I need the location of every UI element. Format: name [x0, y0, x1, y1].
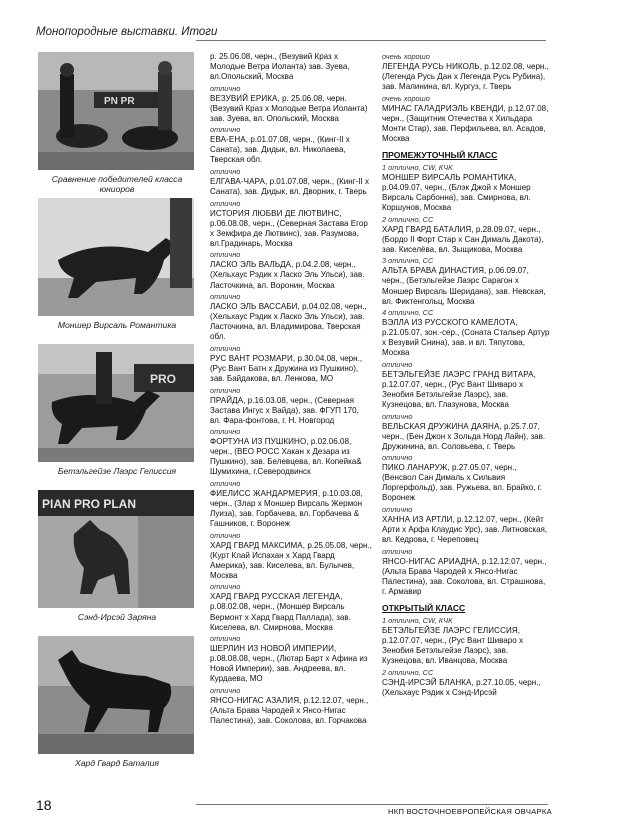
- result-entry: [210, 582, 372, 632]
- result-entry: [210, 427, 372, 477]
- dog-name: ХАРД ГВАРД РУССКАЯ ЛЕГЕНДА,: [210, 592, 343, 602]
- dog-name: ВЕЗУВИЙ ЕРИКА,: [210, 93, 280, 103]
- entry-grade: отлично: [210, 83, 241, 93]
- entry-line: [210, 209, 372, 249]
- dog-details: р.06.08.08, черн., (Северная Застава Егор х Земфира де Лютвинс), зав. Разумова, вл.Градинарь, Москва: [210, 218, 368, 248]
- photo-block: [34, 636, 204, 782]
- dog-details: р.12.12.07, черн., (Альта Брава Чародей х Янсо-Нигас Палестина), зав. Соколова, вл. Страшнова, г. Армавир: [382, 556, 547, 596]
- photo-caption: Сэнд-Ирсэй Заряна: [77, 612, 157, 622]
- photo-caption: Моншер Вирсаль Романтика: [57, 320, 177, 330]
- entry-grade: отлично: [382, 546, 413, 556]
- dog-name: ЛАСКО ЭЛЬ ВАССАБИ,: [210, 302, 300, 312]
- dog-name: СЭНД-ИРСЭЙ БЛАНКА,: [382, 677, 474, 687]
- results-column-middle: [210, 52, 372, 728]
- entry-line: [210, 135, 372, 165]
- entry-line: [382, 318, 550, 358]
- result-entry: [382, 668, 550, 698]
- result-entry: [210, 344, 372, 384]
- dog-name: ЛАСКО ЭЛЬ ВАЛЬДА,: [210, 260, 294, 270]
- entry-line: [210, 541, 372, 581]
- result-entry: [210, 250, 372, 290]
- entry-grade: отлично: [382, 411, 413, 421]
- result-entry: [210, 292, 372, 342]
- result-entry: [210, 686, 372, 726]
- entry-line: [382, 173, 550, 213]
- result-entry: [382, 308, 550, 358]
- dog-name: РУС ВАНТ РОЗМАРИ,: [210, 353, 296, 363]
- entry-grade: отлично: [210, 125, 241, 135]
- dog-name: ЛЕГЕНДА РУСЬ НИКОЛЬ,: [382, 62, 483, 72]
- photo-betelgeize-laers-gelissiya: [38, 344, 194, 462]
- entry-line: [210, 644, 372, 684]
- dog-details: р.01.07.08, черн., (Кинг-II х Саната), зав. Дидык, вл. Дворник, г. Тверь: [210, 177, 370, 197]
- dog-name: ВЕЛЬСКАЯ ДРУЖИНА ДАЯНА,: [382, 421, 502, 431]
- photo-block: [34, 198, 204, 344]
- dog-name: ЯНСО-НИГАС АЗАЛИЯ,: [210, 695, 302, 705]
- result-entry: [382, 360, 550, 410]
- result-entry: [210, 531, 372, 581]
- entry-grade: очень хорошо: [382, 52, 430, 61]
- entry-grade: отлично: [210, 167, 241, 177]
- dog-details: р.12.12.07, черн., (Альта Брава Чародей х Янсо-Нигас Палестина), зав. Соколова, вл. Горчакова: [210, 695, 369, 725]
- entry-line: [382, 557, 550, 597]
- entry-grade: отлично: [382, 359, 413, 369]
- dog-details: р.12.02.08, черн., (Легенда Русь Дан х Легенда Русь Рубина), зав. Малинина, вл. Кургуз, г. Тверь: [382, 62, 549, 92]
- open-class-heading: ОТКРЫТЫЙ КЛАСС: [382, 602, 466, 613]
- dog-details: р.27.10.05, черн., (Хельхаус Рэдик х Сэнд-Ирсэй: [382, 677, 541, 697]
- result-entry: [382, 616, 550, 666]
- entry-grade: отлично: [210, 478, 241, 488]
- dog-details: р.12.07.08, черн., (Защитник Отечества х Хильдара Монти Стар), зав. Перфильева, вл. Асадов, Москва: [382, 103, 549, 143]
- entry-line: [210, 260, 372, 290]
- dog-details: р.01.07.08, черн., (Кинг-II х Саната), зав. Дидык, вл. Николаева, Тверская обл.: [210, 135, 350, 165]
- footer-rule: [196, 804, 548, 805]
- result-entry: [210, 199, 372, 249]
- entry-line: [210, 52, 372, 82]
- dog-details: р.27.05.07, черн., (Венсвол Сан Дималь х Сильвия Лоргерфольд), зав. Ружьева, вл. Брайко, г. Воронеж: [382, 463, 542, 503]
- photo-junior-winners: [38, 52, 194, 170]
- entry-grade: 1 отлично, CW, КЧК: [382, 615, 453, 625]
- entry-line: [382, 422, 550, 452]
- result-entry: [382, 163, 550, 213]
- entry-grade: отлично: [210, 530, 241, 540]
- entry-grade: отлично: [210, 582, 241, 592]
- photo-hard-gvard-bataliya: [38, 636, 194, 754]
- entry-line: [210, 177, 372, 197]
- entry-line: [382, 463, 550, 503]
- entry-grade: отлично: [210, 634, 241, 644]
- dog-name: ФОРТУНА ИЗ ПУШКИНО,: [210, 437, 309, 447]
- entry-grade: отлично: [210, 385, 241, 395]
- entry-line: [382, 62, 550, 92]
- dog-name: ЕВА-ЕНА,: [210, 135, 249, 145]
- entry-line: [210, 489, 372, 529]
- dog-name: БЕТЭЛЬГЕЙЗЕ ЛАЭРС ГРАНД ВИТАРА,: [382, 369, 536, 379]
- svg-text:PIAN PRO PLAN: PIAN PRO PLAN: [42, 497, 137, 511]
- result-entry: [210, 479, 372, 529]
- dog-details: р.08.08.08, черн., (Лютар Барт х Афина из Новой Империи), зав. Андреева, вл. Курдаева, МО: [210, 654, 368, 684]
- result-entry: [210, 84, 372, 124]
- entry-grade: 3 отлично, СС: [382, 256, 434, 266]
- entry-grade: очень хорошо: [382, 93, 430, 103]
- dog-details: р.10.03.08, черн., (Злар х Моншер Вирсаль Жермон Луиза), зав. Горбачева, вл. Горбачева & Гашников, г. Воронеж: [210, 488, 363, 529]
- entry-grade: отлично: [210, 343, 241, 353]
- entry-grade: отлично: [210, 250, 241, 260]
- photo-send-irsey-zaryana: [38, 490, 194, 608]
- dog-name: ФИЕЛИСС ЖАНДАРМЕРИЯ,: [210, 488, 321, 498]
- dog-details: р.08.02.08, черн., (Моншер Вирсаль Вермонт х Хард Гвард Паллада), зав. Киселева, вл. Смирнова, Москва: [210, 602, 351, 632]
- entry-line: [382, 515, 550, 545]
- dog-details: р.25.7.07, черн., (Бен Джон х Зольда Норд Лайн), зав. Дружинина, вл. Соловьева, г. Тверь: [382, 421, 546, 451]
- entry-line: [382, 225, 550, 255]
- result-entry: [210, 634, 372, 684]
- entry-grade: 1 отлично, CW, КЧК: [382, 162, 453, 172]
- entry-line: [382, 626, 550, 666]
- dog-details: р.28.09.07, черн., (Бордо II Форт Стар х Сан Дималь Дакота), зав. Киселёва, вл. Зыщикова, Москва: [382, 224, 544, 254]
- dog-name: ХАННА ИЗ АРТЛИ,: [382, 515, 455, 525]
- dog-name: ИСТОРИЯ ЛЮБВИ ДЕ ЛЮТВИНС,: [210, 208, 342, 218]
- right-top-entries: [382, 52, 550, 144]
- entry-line: [382, 370, 550, 410]
- photo-block: [34, 52, 204, 198]
- result-entry: [382, 256, 550, 306]
- result-entry: [382, 505, 550, 545]
- entry-grade: отлично: [382, 453, 413, 463]
- dog-details: р.04.09.07, черн., (Блэк Джой х Моншер Вирсаль Сарбонна), зав. Смирнова, вл. Коршунов, Москва: [382, 183, 531, 213]
- dog-name: ШЕРЛИН ИЗ НОВОЙ ИМПЕРИИ,: [210, 644, 337, 654]
- dog-name: ХАРД ГВАРД МАКСИМА,: [210, 540, 306, 550]
- intermediate-class-heading: ПРОМЕЖУТОЧНЫЙ КЛАСС: [382, 149, 498, 160]
- entry-grade: отлично: [210, 292, 241, 302]
- result-entry: [382, 52, 550, 92]
- dog-name: ПИКО ЛАНАРУЖ,: [382, 463, 450, 473]
- dog-details: р.12.12.07, черн., (Кейт Арти х Арфа Клаудис Урс), зав. Литновская, вл. Кедрова, г. Череповец: [382, 515, 548, 545]
- entry-grade: 4 отлично, СС: [382, 308, 434, 318]
- publication-footer: НКП ВОСТОЧНОЕВРОПЕЙСКАЯ ОВЧАРКА: [388, 807, 553, 816]
- page-number: 18: [36, 797, 52, 813]
- results-column-right: [382, 52, 550, 699]
- dog-details: р.02.06.08, черн., (ВЕО РОСС Хакан х Дезара из Пушкино), зав. Белевцева, вл. Копейка& Шумихина, г.Северодвинск: [210, 437, 362, 477]
- result-entry: [382, 94, 550, 144]
- dog-name: ПРАЙДА,: [210, 395, 246, 405]
- photo-caption: Бетэльгейзе Лаэрс Гелиссия: [57, 466, 177, 476]
- entry-line: [210, 437, 372, 477]
- photo-column: [34, 52, 204, 782]
- entry-grade: 2 отлично, СС: [382, 667, 434, 677]
- dog-details: р.16.03.08, черн., (Северная Застава Ингус х Вайда), зав. ФГУП 170, вл. Фара-фонтова, г. Н. Новгород: [210, 395, 359, 425]
- entry-line: [210, 592, 372, 632]
- result-entry: [210, 386, 372, 426]
- result-entry: [210, 52, 372, 82]
- entry-line: [210, 94, 372, 124]
- dog-details: р.12.07.07, черн., (Рус Вант Шиваро х Зенобия Бетэльгейзе Лаэрс), зав. Кузнецова, вл. Иванцова, Москва: [382, 636, 523, 666]
- result-entry: [382, 412, 550, 452]
- result-entry: [382, 547, 550, 597]
- header-rule: [196, 40, 546, 41]
- open-class-entries: [382, 616, 550, 698]
- dog-name: БЕТЭЛЬГЕЙЗЕ ЛАЭРС ГЕЛИССИЯ,: [382, 626, 521, 636]
- entry-grade: отлично: [210, 198, 241, 208]
- entry-line: [382, 266, 550, 306]
- entry-line: [210, 396, 372, 426]
- entry-line: [382, 104, 550, 144]
- dog-name: ВЭЛЛА ИЗ РУССКОГО КАМЕЛОТА,: [382, 318, 518, 328]
- photo-caption: Сравнение победителей класса юниоров: [51, 174, 183, 194]
- entry-grade: отлично: [382, 505, 413, 515]
- entry-grade: 2 отлично, СС: [382, 214, 434, 224]
- result-entry: [210, 167, 372, 197]
- entry-grade: отлично: [210, 427, 241, 437]
- dog-details: р.04.2.08, черн., (Хельхаус Рэдик х Ласко Эль Ульси), зав. Ласточкина, вл. Воронин, Москва: [210, 260, 365, 290]
- entry-line: [210, 696, 372, 726]
- dog-name: АЛЬТА БРАВА ДИНАСТИЯ,: [382, 266, 487, 276]
- dog-name: МИНАС ГАЛАДРИЭЛЬ КВЕНДИ,: [382, 103, 506, 113]
- entry-line: [210, 302, 372, 342]
- photo-caption: Хард Гвард Баталия: [74, 758, 160, 768]
- svg-text:PN PR: PN PR: [104, 96, 135, 107]
- entry-line: [210, 354, 372, 384]
- dog-details: р.04.02.08, черн., (Хельхаус Рэдик х Ласко Эль Ульси), зав. Ласточкина, вл. Владимирова, Тверская обл.: [210, 302, 367, 342]
- dog-details: р.25.05.08, черн., (Курт Клай Испахан х Хард Гвард Америка), зав. Киселева, вл. Булычев, Москва: [210, 540, 372, 580]
- entry-line: [382, 678, 550, 698]
- dog-details: р. 25.06.08, черн., (Везувий Краз х Молодые Ветра Иоланта) зав. Зуева, вл.Опольский, Москва: [210, 52, 350, 82]
- svg-text:PRO: PRO: [150, 372, 177, 386]
- dog-name: ХАРД ГВАРД БАТАЛИЯ,: [382, 224, 474, 234]
- dog-name: ЯНСО-НИГАС АРИАДНА,: [382, 556, 480, 566]
- photo-block: [34, 490, 204, 636]
- result-entry: [382, 215, 550, 255]
- photo-monsher-virsal-romantika: [38, 198, 194, 316]
- result-entry: [382, 453, 550, 503]
- dog-details: р. 25.06.08, черн. (Везувий Краз х Молодые Ветра Иоланта) зав. Зуева, вл. Опольский, Москва: [210, 93, 368, 123]
- photo-block: [34, 344, 204, 490]
- dog-details: р.12.07.07, черн., (Рус Вант Шиваро х Зенобия Бетэльгейзе Лаэрс), зав. Кузнецова, вл. Глазунова, Москва: [382, 379, 523, 410]
- dog-name: ЕЛГАВА-ЧАРА,: [210, 177, 268, 187]
- dog-name: МОНШЕР ВИРСАЛЬ РОМАНТИКА,: [382, 173, 517, 183]
- intermediate-class-entries: [382, 163, 550, 597]
- dog-details: р.06.09.07, черн., (Бетэльгейзе Лаэрс Сарагон х Моншер Вирсаль Шеридана), зав. Невская, вл. Фиктенгольц, Москва: [382, 266, 546, 306]
- result-entry: [210, 125, 372, 165]
- dog-details: р.30.04.08, черн., (Рус Вант Батн х Дружина из Пушкино), зав. Байдакова, вл. Ленкова, МО: [210, 353, 363, 383]
- section-header: Монопородные выставки. Итоги: [36, 26, 218, 38]
- entry-grade: отлично: [210, 685, 241, 695]
- dog-details: р.21.05.07, зон.-сер., (Соната Стальер Артур х Везувий Снина), зав. и вл. Тяпутова, Москва: [382, 328, 550, 358]
